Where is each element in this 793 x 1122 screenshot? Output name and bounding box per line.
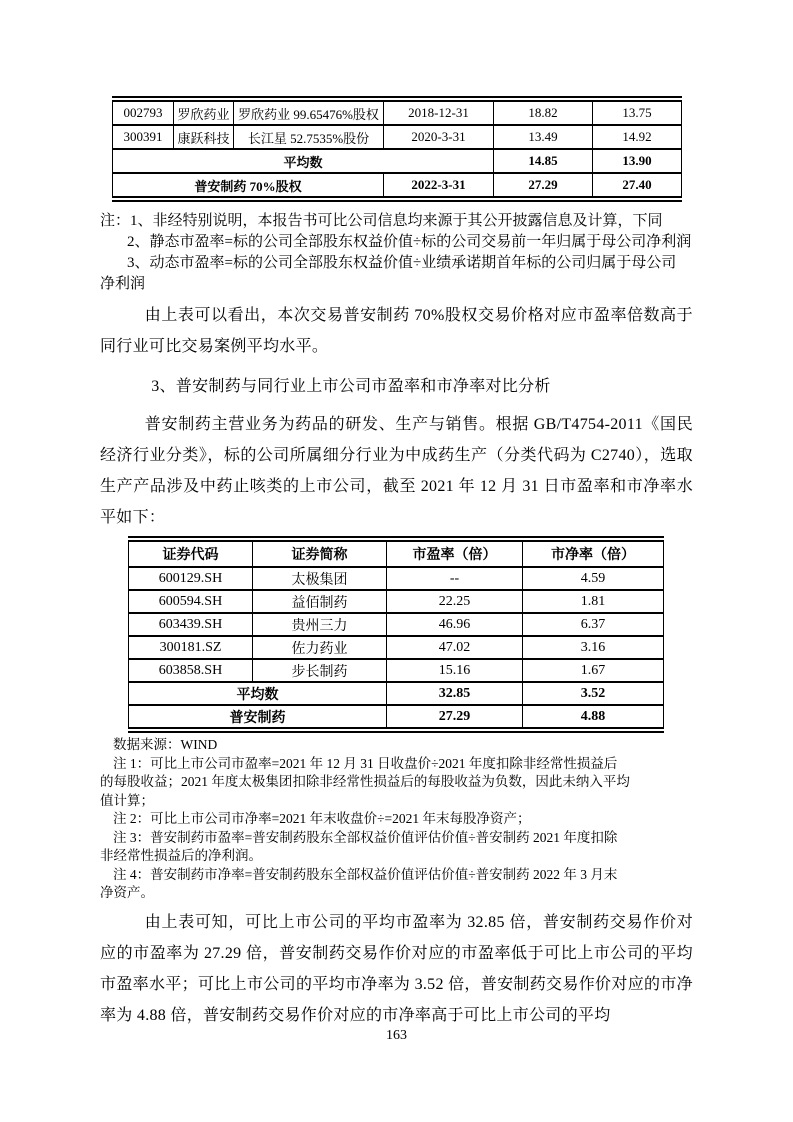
- note-line: 净资产。: [100, 885, 154, 900]
- note-line: 净利润: [100, 276, 146, 292]
- comparable-transactions-table: [112, 96, 682, 202]
- table-cell: 罗欣药业 99.65476%股权: [234, 99, 384, 125]
- table-cell: 13.49: [494, 125, 593, 149]
- table-cell: 13.90: [593, 149, 682, 173]
- table-row: [129, 613, 664, 636]
- note-line: 注 3：普安制药市盈率=普安制药股东全部权益价值评估价值÷普安制药 2021 年度扣除: [113, 829, 618, 845]
- header-cell: 证券简称: [253, 539, 387, 567]
- table-cell: 002793: [113, 99, 174, 125]
- section-heading: 3、普安制药与同行业上市公司市盈率和市净率对比分析: [151, 378, 551, 395]
- table-cell: 长江星 52.7535%股份: [234, 125, 384, 149]
- table-row-average: [113, 149, 682, 173]
- table-cell: 罗欣药业: [174, 99, 234, 125]
- notes-block-2: [100, 736, 693, 903]
- table-cell: 300391: [113, 125, 174, 149]
- table-cell: 6.37: [523, 613, 664, 636]
- table-cell: 3.16: [523, 636, 664, 659]
- table-cell: 平均数: [113, 149, 494, 173]
- data-source-line: 数据来源：WIND: [113, 737, 218, 752]
- table-cell: 2022-3-31: [384, 173, 494, 199]
- table-cell: 4.88: [523, 705, 664, 730]
- table-cell: 600594.SH: [129, 590, 253, 613]
- table-cell: 13.75: [593, 99, 682, 125]
- table-cell: 14.92: [593, 125, 682, 149]
- table-cell: 普安制药: [129, 705, 387, 730]
- table-row-average: [129, 682, 664, 705]
- paragraph-conclusion-2: 由上表可知，可比上市公司的平均市盈率为 32.85 倍，普安制药交易作价对应的市盈率为 27.29 倍，普安制药交易作价对应的市盈率低于可比上市公司的平均市盈率水平；可比上市公司的平均市净率为 3.52 倍，普安制药交易作价对应的市净率为 4.88 倍，普安制药交易作价对应的市净率高于可比上市公司的平均: [100, 913, 693, 1024]
- table-cell: 46.96: [387, 613, 523, 636]
- header-cell: 证券代码: [129, 539, 253, 567]
- table-cell: 603439.SH: [129, 613, 253, 636]
- table-cell: 22.25: [387, 590, 523, 613]
- note-line: 3、动态市盈率=标的公司全部股东权益价值÷业绩承诺期首年标的公司归属于母公司: [127, 255, 677, 271]
- table-cell: 27.40: [593, 173, 682, 199]
- note-line: 非经常性损益后的净利润。: [100, 848, 262, 863]
- note-line: 值计算；: [100, 792, 154, 808]
- table-cell: 14.85: [494, 149, 593, 173]
- table-cell: 佐力药业: [253, 636, 387, 659]
- table-cell: 4.59: [523, 567, 664, 590]
- table-cell: 太极集团: [253, 567, 387, 590]
- paragraph-conclusion-1: 由上表可以看出，本次交易普安制药 70%股权交易价格对应市盈率倍数高于同行业可比交易案例平均水平。: [100, 307, 693, 355]
- table-row: [113, 99, 682, 125]
- table-cell: 27.29: [494, 173, 593, 199]
- table-row: [129, 590, 664, 613]
- table-cell: 3.52: [523, 682, 664, 705]
- note-line: 2、静态市盈率=标的公司全部股东权益价值÷标的公司交易前一年归属于母公司净利润: [127, 234, 692, 250]
- note-line: 注 4：普安制药市净率=普安制药股东全部权益价值评估价值÷普安制药 2022 年 3 月末: [113, 866, 618, 882]
- table-cell: 2020-3-31: [384, 125, 494, 149]
- table-cell: 康跃科技: [174, 125, 234, 149]
- table-row-target: [113, 173, 682, 199]
- paragraph-industry-intro: 普安制药主营业务为药品的研发、生产与销售。根据 GB/T4754-2011《国民经济行业分类》，标的公司所属细分行业为中成药生产（分类代码为 C2740），选取生产产品涉及中药止咳类的上市公司，截至 2021 年 12 月 31 日市盈率和市净率水平如下：: [100, 416, 693, 526]
- table-row-target: [129, 705, 664, 730]
- table-cell: 300181.SZ: [129, 636, 253, 659]
- table-cell: 步长制药: [253, 659, 387, 682]
- table-cell: --: [387, 567, 523, 590]
- table-cell: 47.02: [387, 636, 523, 659]
- table-cell: 平均数: [129, 682, 387, 705]
- page-number: 163: [386, 1028, 407, 1043]
- table-cell: 18.82: [494, 99, 593, 125]
- note-line: 的每股收益；2021 年度太极集团扣除非经常性损益后的每股收益为负数，因此未纳入平均: [100, 774, 630, 789]
- table-row: [129, 659, 664, 682]
- notes-block-1: [100, 211, 693, 295]
- note-line: 注 1：可比上市公司市盈率=2021 年 12 月 31 日收盘价÷2021 年度扣除非经常性损益后: [113, 755, 618, 771]
- table-cell: 603858.SH: [129, 659, 253, 682]
- header-cell: 市盈率（倍）: [387, 539, 523, 567]
- table-row: [113, 125, 682, 149]
- table-cell: 贵州三力: [253, 613, 387, 636]
- note-line: 注 2：可比上市公司市净率=2021 年末收盘价÷=2021 年末每股净资产；: [113, 811, 531, 826]
- header-cell: 市净率（倍）: [523, 539, 664, 567]
- table-cell: 32.85: [387, 682, 523, 705]
- table-cell: 2018-12-31: [384, 99, 494, 125]
- note-line: 注：1、非经特别说明，本报告书可比公司信息均来源于其公开披露信息及计算，下同: [100, 213, 663, 229]
- table-cell: 1.67: [523, 659, 664, 682]
- table-cell: 益佰制药: [253, 590, 387, 613]
- table-cell: 600129.SH: [129, 567, 253, 590]
- table-cell: 1.81: [523, 590, 664, 613]
- table-row: [129, 567, 664, 590]
- listed-companies-table: [128, 536, 664, 733]
- table-cell: 普安制药 70%股权: [113, 173, 384, 199]
- table-cell: 27.29: [387, 705, 523, 730]
- table-header-row: [129, 539, 664, 567]
- table-row: [129, 636, 664, 659]
- table-cell: 15.16: [387, 659, 523, 682]
